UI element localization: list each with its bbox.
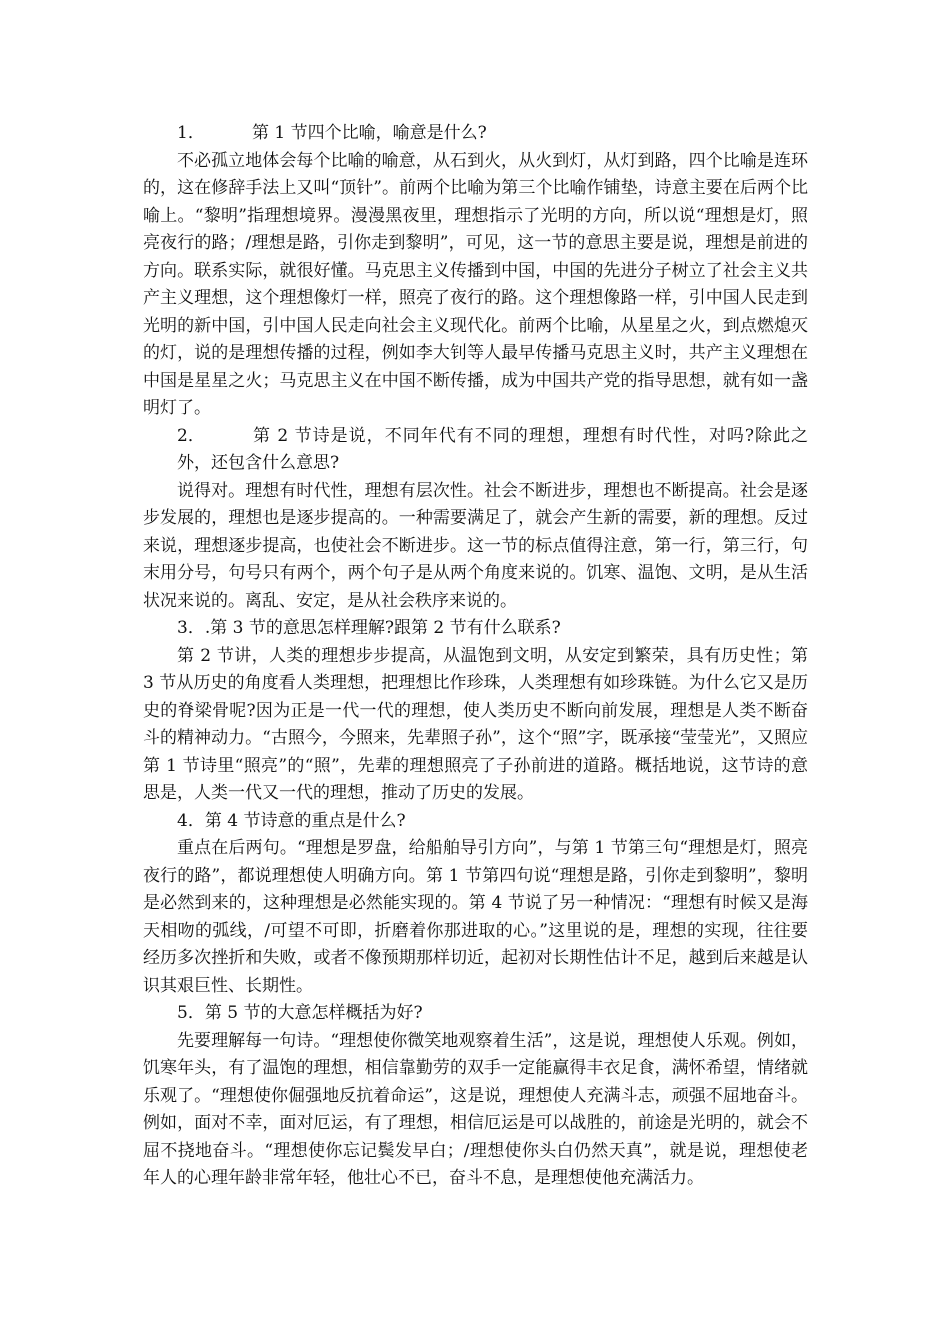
question-4 [143, 808, 808, 836]
answer-3: 第 2 节讲，人类的理想步步提高，从温饱到文明，从安定到繁荣，具有历史性；第 3 节从历史的角度看人类理想，把理想比作珍珠，人类理想有如珍珠链。为什么它又是历史的脊梁骨呢?因为正是一代一代的理想，使人类历史不断向前发展，理想是人类不断奋斗的精神动力。“古照今，今照来，先辈照子孙”，这个“照”字，既承接“莹莹光”，又照应第 1 节诗里“照亮”的“照”，先辈的理想照亮了子孙前进的道路。概括地说，这节诗的意思是，人类一代又一代的理想，推动了历史的发展。 [143, 645, 808, 803]
question-number: 5． [177, 1003, 205, 1023]
question-2 [143, 423, 808, 478]
question-text: 第 2 节诗是说，不同年代有不同的理想，理想有时代性，对吗?除此之外，还包含什么意思? [177, 425, 808, 473]
answer-5: 先要理解每一句诗。“理想使你微笑地观察着生活”，这是说，理想使人乐观。例如，饥寒年头，有了温饱的理想，相信靠勤劳的双手一定能赢得丰衣足食，满怀希望，情绪就乐观了。“理想使你倔强地反抗着命运”，这是说，理想使人充满斗志，顽强不屈地奋斗。例如，面对不幸，面对厄运，有了理想，相信厄运是可以战胜的，前途是光明的，就会不屈不挠地奋斗。“理想使你忘记鬓发早白；/理想使你头白仍然天真”，就是说，理想使老年人的心理年龄非常年轻，他壮心不已，奋斗不息，是理想使他充满活力。 [143, 1030, 808, 1188]
answer-2: 说得对。理想有时代性，理想有层次性。社会不断进步，理想也不断提高。社会是逐步发展的，理想也是逐步提高的。一种需要满足了，就会产生新的需要，新的理想。反过来说，理想逐步提高，也使社会不断进步。这一节的标点值得注意，第一行，第三行，句末用分号，句号只有两个，两个句子是从两个角度来说的。饥寒、温饱、文明，是从生活状况来说的。离乱、安定，是从社会秩序来说的。 [143, 480, 808, 611]
document-page [143, 120, 808, 1193]
question-text: .第 3 节的意思怎样理解?跟第 2 节有什么联系? [204, 618, 561, 638]
question-3 [143, 615, 808, 643]
question-number: 3． [177, 618, 205, 638]
answer-1: 不必孤立地体会每个比喻的喻意，从石到火，从火到灯，从灯到路，四个比喻是连环的，这在修辞手法上又叫“顶针”。前两个比喻为第三个比喻作铺垫，诗意主要在后两个比喻上。“黎明”指理想境界。漫漫黑夜里，理想指示了光明的方向，所以说“理想是灯，照亮夜行的路；/理想是路，引你走到黎明”，可见，这一节的意思主要是说，理想是前进的方向。联系实际，就很好懂。马克思主义传播到中国，中国的先进分子树立了社会主义共产主义理想，这个理想像灯一样，照亮了夜行的路。这个理想像路一样，引中国人民走到光明的新中国，引中国人民走向社会主义现代化。前两个比喻，从星星之火，到点燃熄灭的灯，说的是理想传播的过程，例如李大钊等人最早传播马克思主义时，共产主义理想在中国是星星之火；马克思主义在中国不断传播，成为中国共产党的指导思想，就有如一盏明灯了。 [143, 150, 808, 418]
question-text: 第 1 节四个比喻，喻意是什么? [252, 123, 487, 143]
answer-4: 重点在后两句。“理想是罗盘，给船舶导引方向”，与第 1 节第三句“理想是灯，照亮夜行的路”，都说理想使人明确方向。第 1 节第四句说“理想是路，引你走到黎明”，黎明是必然到来的，这种理想是必然能实现的。第 4 节说了另一种情况：“理想有时候又是海天相吻的弧线，/可望不可即，折磨着你那进取的心。”这里说的是，理想的实现，往往要经历多次挫折和失败，或者不像预期那样切近，起初对长期性估计不足，越到后来越是认识其艰巨性、长期性。 [143, 838, 808, 996]
question-number: 2． [177, 425, 205, 446]
question-text: 第 4 节诗意的重点是什么? [204, 810, 406, 831]
question-number: 4． [177, 810, 205, 831]
question-number: 1． [177, 123, 205, 143]
question-5 [143, 1000, 808, 1028]
question-1 [143, 120, 808, 148]
question-text: 第 5 节的大意怎样概括为好? [204, 1003, 423, 1023]
